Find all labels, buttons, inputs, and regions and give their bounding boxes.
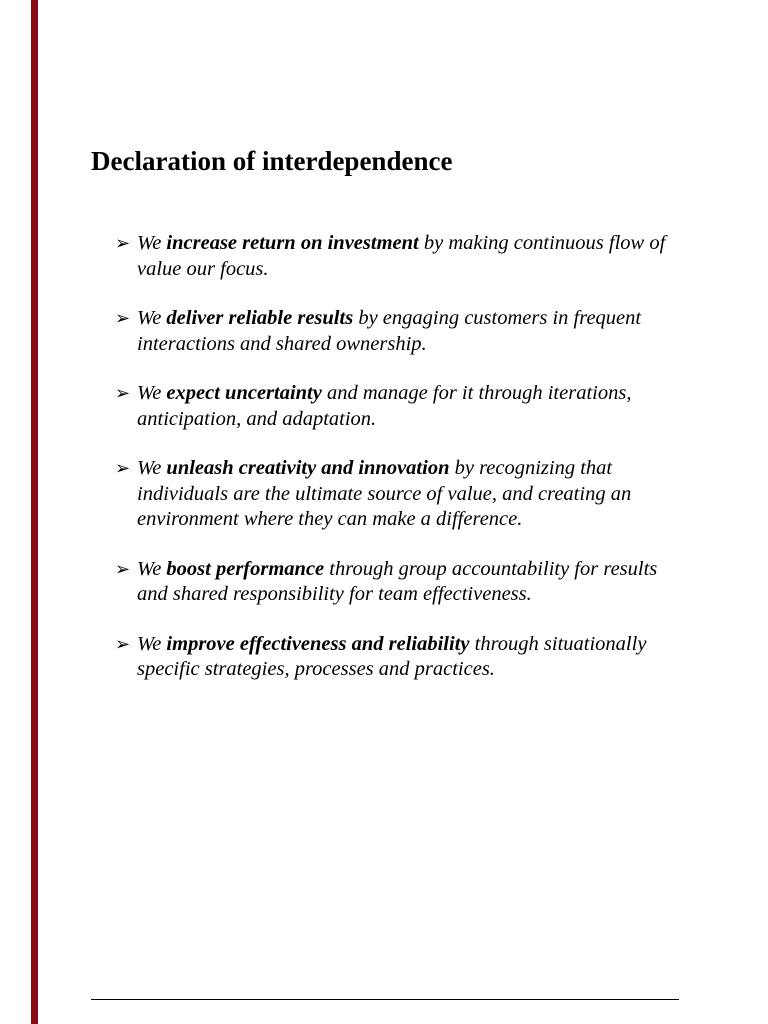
arrow-bullet-icon: ➢ bbox=[115, 558, 131, 580]
item-rest: through situationally specific strategies, processes and practices. bbox=[137, 632, 647, 680]
item-rest: through group accountability for results and shared responsibility for team effectiveness. bbox=[137, 557, 658, 605]
footer-divider bbox=[91, 999, 679, 1000]
item-lead: We bbox=[137, 232, 167, 254]
arrow-bullet-icon: ➢ bbox=[115, 233, 131, 254]
item-lead: We bbox=[137, 307, 167, 329]
list-item bbox=[115, 557, 685, 608]
list-item bbox=[115, 632, 685, 683]
item-emphasis: increase return on investment bbox=[166, 232, 419, 254]
arrow-bullet-icon: ➢ bbox=[115, 458, 131, 479]
list-item bbox=[115, 381, 685, 432]
list-item bbox=[115, 456, 685, 533]
item-lead: We bbox=[137, 382, 167, 404]
item-lead: We bbox=[137, 632, 167, 655]
item-rest: and manage for it through iterations, anticipation, and adaptation. bbox=[137, 382, 632, 430]
item-rest: by making continuous flow of value our focus. bbox=[137, 232, 666, 280]
arrow-bullet-icon: ➢ bbox=[115, 633, 131, 655]
list-item bbox=[115, 306, 685, 357]
item-emphasis: improve effectiveness and reliability bbox=[166, 632, 470, 655]
declaration-list bbox=[115, 231, 685, 707]
item-emphasis: deliver reliable results bbox=[166, 307, 354, 329]
item-rest: by recognizing that individuals are the ultimate source of value, and creating an environment where they can make a difference. bbox=[137, 457, 632, 530]
item-emphasis: expect uncertainty bbox=[166, 382, 322, 404]
page-title: Declaration of interdependence bbox=[91, 146, 453, 176]
item-emphasis: boost performance bbox=[166, 557, 325, 580]
arrow-bullet-icon: ➢ bbox=[115, 383, 131, 404]
item-lead: We bbox=[137, 457, 167, 479]
left-margin-bar bbox=[31, 0, 38, 1024]
item-rest: by engaging customers in frequent interactions and shared ownership. bbox=[137, 307, 642, 355]
item-emphasis: unleash creativity and innovation bbox=[166, 457, 450, 479]
arrow-bullet-icon: ➢ bbox=[115, 308, 131, 329]
item-lead: We bbox=[137, 557, 167, 580]
list-item bbox=[115, 231, 685, 282]
